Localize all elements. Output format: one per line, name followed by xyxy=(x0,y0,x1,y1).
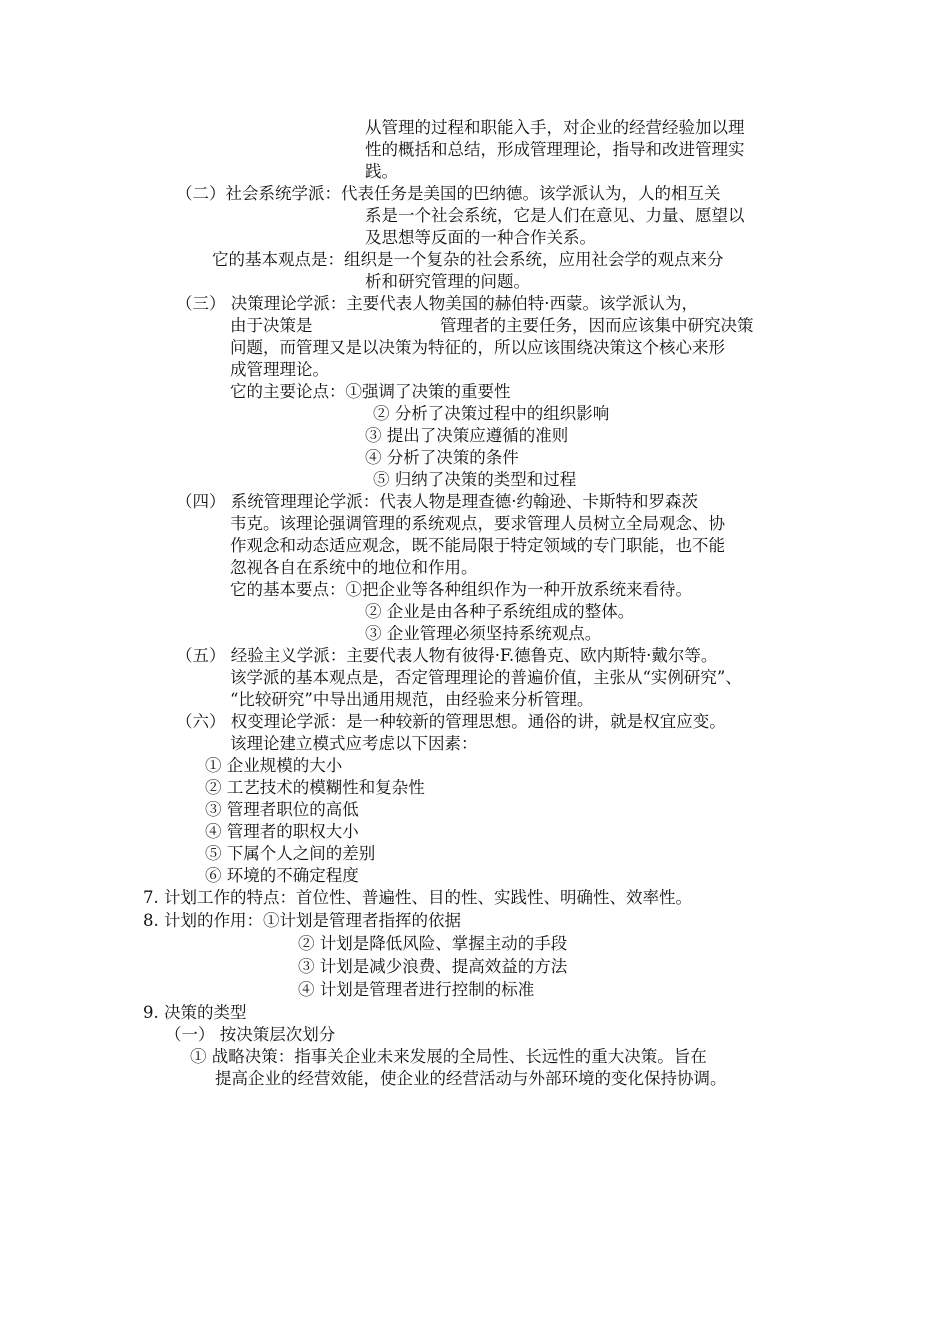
text-line: ② 分析了决策过程中的组织影响 xyxy=(373,404,610,423)
text-line: 析和研究管理的问题。 xyxy=(365,272,530,291)
text-line: ⑤ 下属个人之间的差别 xyxy=(205,844,376,863)
text-line: 它的主要论点：①强调了决策的重要性 xyxy=(230,382,511,401)
text-line: 7. 计划工作的特点：首位性、普遍性、目的性、实践性、明确性、效率性。 xyxy=(143,888,692,907)
text-line: 由于决策是 xyxy=(230,316,313,335)
text-line: “比较研究”中导出通用规范，由经验来分析管理。 xyxy=(230,690,594,709)
text-line: ③ 提出了决策应遵循的准则 xyxy=(365,426,569,445)
text-line: ③ 计划是减少浪费、提高效益的方法 xyxy=(298,957,568,976)
text-line: （五） 经验主义学派：主要代表人物有彼得·F.德鲁克、欧内斯特·戴尔等。 xyxy=(176,646,718,665)
text-line: 从管理的过程和职能入手，对企业的经营经验加以理 xyxy=(365,118,745,137)
text-line: ① 企业规模的大小 xyxy=(205,756,343,775)
text-line: ④ 计划是管理者进行控制的标准 xyxy=(298,980,535,999)
text-line: 该学派的基本观点是，否定管理理论的普遍价值，主张从“实例研究”、 xyxy=(230,668,742,687)
text-line: ⑤ 归纳了决策的类型和过程 xyxy=(373,470,577,489)
text-line: 8. 计划的作用：①计划是管理者指挥的依据 xyxy=(143,911,461,930)
text-line: 9. 决策的类型 xyxy=(143,1003,247,1022)
text-line: 管理者的主要任务，因而应该集中研究决策 xyxy=(440,316,754,335)
text-line: （三） 决策理论学派：主要代表人物美国的赫伯特·西蒙。该学派认为， xyxy=(176,294,698,313)
text-line: 提高企业的经营效能，使企业的经营活动与外部环境的变化保持协调。 xyxy=(215,1069,727,1088)
text-line: ⑥ 环境的不确定程度 xyxy=(205,866,359,885)
text-line: 忽视各自在系统中的地位和作用。 xyxy=(230,558,478,577)
text-line: （六） 权变理论学派：是一种较新的管理思想。通俗的讲，就是权宜应变。 xyxy=(176,712,726,731)
text-line: ③ 企业管理必须坚持系统观点。 xyxy=(365,624,602,643)
text-line: ③ 管理者职位的高低 xyxy=(205,800,359,819)
text-line: 系是一个社会系统，它是人们在意见、力量、愿望以 xyxy=(365,206,745,225)
text-line: 及思想等反面的一种合作关系。 xyxy=(365,228,596,247)
text-line: 性的概括和总结，形成管理理论，指导和改进管理实 xyxy=(365,140,745,159)
text-line: 它的基本要点：①把企业等各种组织作为一种开放系统来看待。 xyxy=(230,580,692,599)
text-line: ② 工艺技术的模糊性和复杂性 xyxy=(205,778,425,797)
text-line: ② 计划是降低风险、掌握主动的手段 xyxy=(298,934,568,953)
text-line: （二）社会系统学派：代表任务是美国的巴纳德。该学派认为，人的相互关 xyxy=(176,184,721,203)
text-line: 践。 xyxy=(365,162,398,181)
text-line: ④ 管理者的职权大小 xyxy=(205,822,359,841)
text-line: （一） 按决策层次划分 xyxy=(165,1025,336,1044)
text-line: 问题，而管理又是以决策为特征的，所以应该围绕决策这个核心来形 xyxy=(230,338,725,357)
text-line: ④ 分析了决策的条件 xyxy=(365,448,519,467)
text-line: 该理论建立模式应考虑以下因素： xyxy=(230,734,478,753)
text-line: ① 战略决策：指事关企业未来发展的全局性、长远性的重大决策。旨在 xyxy=(190,1047,707,1066)
text-line: ② 企业是由各种子系统组成的整体。 xyxy=(365,602,635,621)
text-line: 它的基本观点是：组织是一个复杂的社会系统，应用社会学的观点来分 xyxy=(212,250,724,269)
text-line: 韦克。该理论强调管理的系统观点，要求管理人员树立全局观念、协 xyxy=(230,514,725,533)
text-line: 作观念和动态适应观念，既不能局限于特定领域的专门职能，也不能 xyxy=(230,536,725,555)
text-line: 成管理理论。 xyxy=(230,360,329,379)
text-line: （四） 系统管理理论学派：代表人物是理查德·约翰逊、卡斯特和罗森茨 xyxy=(176,492,698,511)
